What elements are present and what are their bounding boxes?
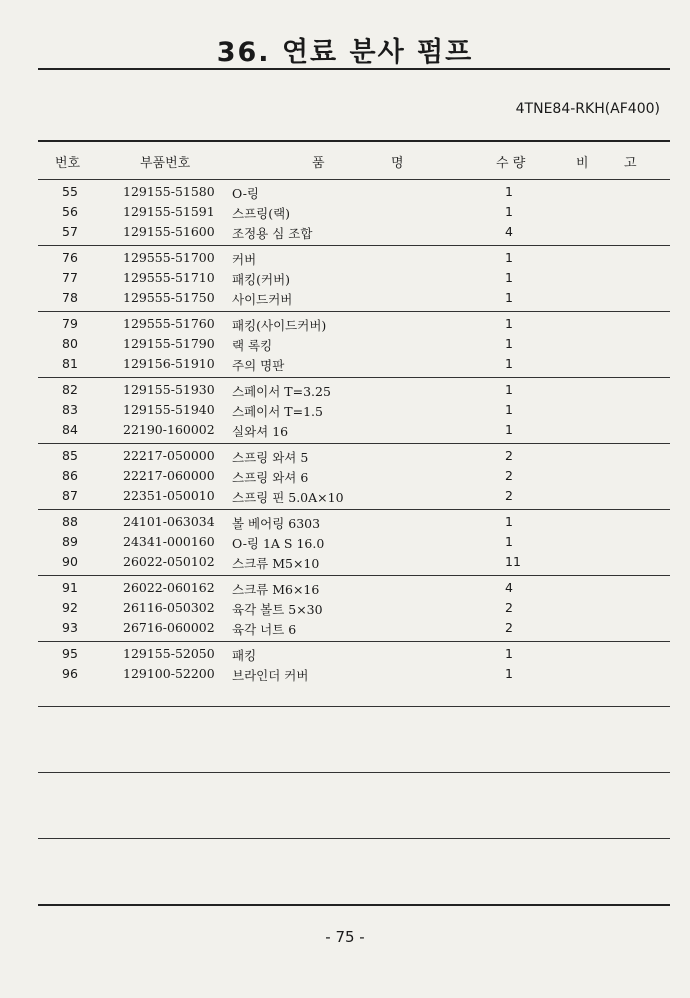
table-row bbox=[0, 382, 690, 402]
part-number: 129155-51580 bbox=[123, 184, 215, 199]
group-separator bbox=[38, 311, 670, 312]
table-row bbox=[0, 290, 690, 310]
part-number: 26022-050102 bbox=[123, 554, 215, 569]
part-name: 스페이서 T=3.25 bbox=[232, 384, 331, 399]
quantity: 1 bbox=[505, 290, 513, 305]
table-row bbox=[0, 250, 690, 270]
item-number: 84 bbox=[62, 422, 78, 437]
part-number: 129155-52050 bbox=[123, 646, 215, 661]
part-number: 129555-51700 bbox=[123, 250, 215, 265]
blank-row-rule-2 bbox=[38, 772, 670, 773]
group-separator bbox=[38, 575, 670, 576]
quantity: 1 bbox=[505, 534, 513, 549]
part-number: 129155-51790 bbox=[123, 336, 215, 351]
quantity: 1 bbox=[505, 316, 513, 331]
item-number: 95 bbox=[62, 646, 78, 661]
part-name: O-링 1A S 16.0 bbox=[232, 536, 325, 551]
part-name: O-링 bbox=[232, 186, 260, 201]
header-name-2: 명 bbox=[391, 156, 404, 171]
item-number: 82 bbox=[62, 382, 78, 397]
header-remark-1: 비 bbox=[576, 156, 589, 171]
part-name: 스크류 M6×16 bbox=[232, 582, 320, 597]
item-number: 56 bbox=[62, 204, 78, 219]
quantity: 1 bbox=[505, 336, 513, 351]
table-row bbox=[0, 422, 690, 442]
part-number: 129155-51930 bbox=[123, 382, 215, 397]
part-number: 129155-51591 bbox=[123, 204, 215, 219]
quantity: 1 bbox=[505, 382, 513, 397]
header-qty: 수 량 bbox=[496, 156, 526, 171]
item-number: 88 bbox=[62, 514, 78, 529]
part-number: 26116-050302 bbox=[123, 600, 215, 615]
part-number: 26716-060002 bbox=[123, 620, 215, 635]
item-number: 96 bbox=[62, 666, 78, 681]
part-name: 조정용 심 조합 bbox=[232, 226, 313, 241]
table-row bbox=[0, 336, 690, 356]
quantity: 1 bbox=[505, 666, 513, 681]
table-row bbox=[0, 402, 690, 422]
part-name: 스프링 와셔 5 bbox=[232, 450, 309, 465]
model-label: 4TNE84-RKH(AF400) bbox=[515, 101, 660, 117]
part-number: 26022-060162 bbox=[123, 580, 215, 595]
item-number: 77 bbox=[62, 270, 78, 285]
part-number: 22217-060000 bbox=[123, 468, 215, 483]
part-number: 22351-050010 bbox=[123, 488, 215, 503]
item-number: 57 bbox=[62, 224, 78, 239]
title-rule bbox=[38, 68, 670, 70]
quantity: 1 bbox=[505, 402, 513, 417]
part-name: 스프링(랙) bbox=[232, 206, 291, 221]
blank-row-rule-1 bbox=[38, 706, 670, 707]
header-top-rule bbox=[38, 140, 670, 142]
part-number: 22190-160002 bbox=[123, 422, 215, 437]
table-row bbox=[0, 646, 690, 666]
group-separator bbox=[38, 641, 670, 642]
part-number: 129100-52200 bbox=[123, 666, 215, 681]
table-row bbox=[0, 488, 690, 508]
table-row bbox=[0, 224, 690, 244]
part-name: 랙 록킹 bbox=[232, 338, 273, 353]
table-row bbox=[0, 270, 690, 290]
item-number: 80 bbox=[62, 336, 78, 351]
item-number: 55 bbox=[62, 184, 78, 199]
group-separator bbox=[38, 509, 670, 510]
quantity: 1 bbox=[505, 514, 513, 529]
table-row bbox=[0, 514, 690, 534]
quantity: 2 bbox=[505, 600, 513, 615]
table-row bbox=[0, 554, 690, 574]
part-name: 육각 볼트 5×30 bbox=[232, 602, 323, 617]
item-number: 89 bbox=[62, 534, 78, 549]
table-row bbox=[0, 356, 690, 376]
part-number: 129155-51940 bbox=[123, 402, 215, 417]
group-separator bbox=[38, 245, 670, 246]
item-number: 87 bbox=[62, 488, 78, 503]
part-name: 커버 bbox=[232, 252, 257, 267]
quantity: 2 bbox=[505, 448, 513, 463]
part-number: 24341-000160 bbox=[123, 534, 215, 549]
table-row bbox=[0, 534, 690, 554]
part-name: 볼 베어링 6303 bbox=[232, 516, 321, 531]
part-number: 129155-51600 bbox=[123, 224, 215, 239]
page-number: - 75 - bbox=[325, 928, 365, 946]
group-separator bbox=[38, 377, 670, 378]
quantity: 2 bbox=[505, 620, 513, 635]
header-part-no: 부품번호 bbox=[140, 156, 191, 171]
group-separator bbox=[38, 443, 670, 444]
part-number: 24101-063034 bbox=[123, 514, 215, 529]
quantity: 4 bbox=[505, 580, 513, 595]
part-name: 육각 너트 6 bbox=[232, 622, 297, 637]
part-name: 브라인더 커버 bbox=[232, 668, 309, 683]
table-row bbox=[0, 468, 690, 488]
table-row bbox=[0, 184, 690, 204]
part-name: 스페이서 T=1.5 bbox=[232, 404, 323, 419]
part-name: 스크류 M5×10 bbox=[232, 556, 320, 571]
header-no: 번호 bbox=[55, 156, 81, 171]
item-number: 86 bbox=[62, 468, 78, 483]
table-row bbox=[0, 600, 690, 620]
table-row bbox=[0, 448, 690, 468]
part-name: 패킹 bbox=[232, 648, 257, 663]
quantity: 1 bbox=[505, 250, 513, 265]
quantity: 1 bbox=[505, 270, 513, 285]
table-row bbox=[0, 580, 690, 600]
quantity: 2 bbox=[505, 468, 513, 483]
part-name: 스프링 핀 5.0A×10 bbox=[232, 490, 344, 505]
quantity: 1 bbox=[505, 646, 513, 661]
item-number: 91 bbox=[62, 580, 78, 595]
part-number: 129555-51760 bbox=[123, 316, 215, 331]
item-number: 79 bbox=[62, 316, 78, 331]
header-name-1: 품 bbox=[312, 156, 325, 171]
item-number: 93 bbox=[62, 620, 78, 635]
part-number: 22217-050000 bbox=[123, 448, 215, 463]
footer-rule bbox=[38, 904, 670, 906]
part-name: 실와셔 16 bbox=[232, 424, 289, 439]
part-number: 129156-51910 bbox=[123, 356, 215, 371]
quantity: 11 bbox=[505, 554, 521, 569]
item-number: 81 bbox=[62, 356, 78, 371]
part-number: 129555-51710 bbox=[123, 270, 215, 285]
item-number: 83 bbox=[62, 402, 78, 417]
part-name: 주의 명판 bbox=[232, 358, 285, 373]
header-remark-2: 고 bbox=[624, 156, 637, 171]
item-number: 90 bbox=[62, 554, 78, 569]
quantity: 1 bbox=[505, 204, 513, 219]
part-name: 패킹(사이드커버) bbox=[232, 318, 327, 333]
quantity: 1 bbox=[505, 184, 513, 199]
table-row bbox=[0, 666, 690, 686]
table-row bbox=[0, 316, 690, 336]
header-bottom-rule bbox=[38, 179, 670, 180]
item-number: 85 bbox=[62, 448, 78, 463]
quantity: 1 bbox=[505, 422, 513, 437]
table-row bbox=[0, 204, 690, 224]
part-number: 129555-51750 bbox=[123, 290, 215, 305]
item-number: 78 bbox=[62, 290, 78, 305]
item-number: 76 bbox=[62, 250, 78, 265]
table-row bbox=[0, 620, 690, 640]
part-name: 사이드커버 bbox=[232, 292, 293, 307]
part-name: 패킹(커버) bbox=[232, 272, 291, 287]
blank-row-rule-3 bbox=[38, 838, 670, 839]
item-number: 92 bbox=[62, 600, 78, 615]
part-name: 스프링 와셔 6 bbox=[232, 470, 309, 485]
page-title: 36. 연료 분사 펌프 bbox=[216, 37, 474, 68]
quantity: 4 bbox=[505, 224, 513, 239]
quantity: 1 bbox=[505, 356, 513, 371]
quantity: 2 bbox=[505, 488, 513, 503]
